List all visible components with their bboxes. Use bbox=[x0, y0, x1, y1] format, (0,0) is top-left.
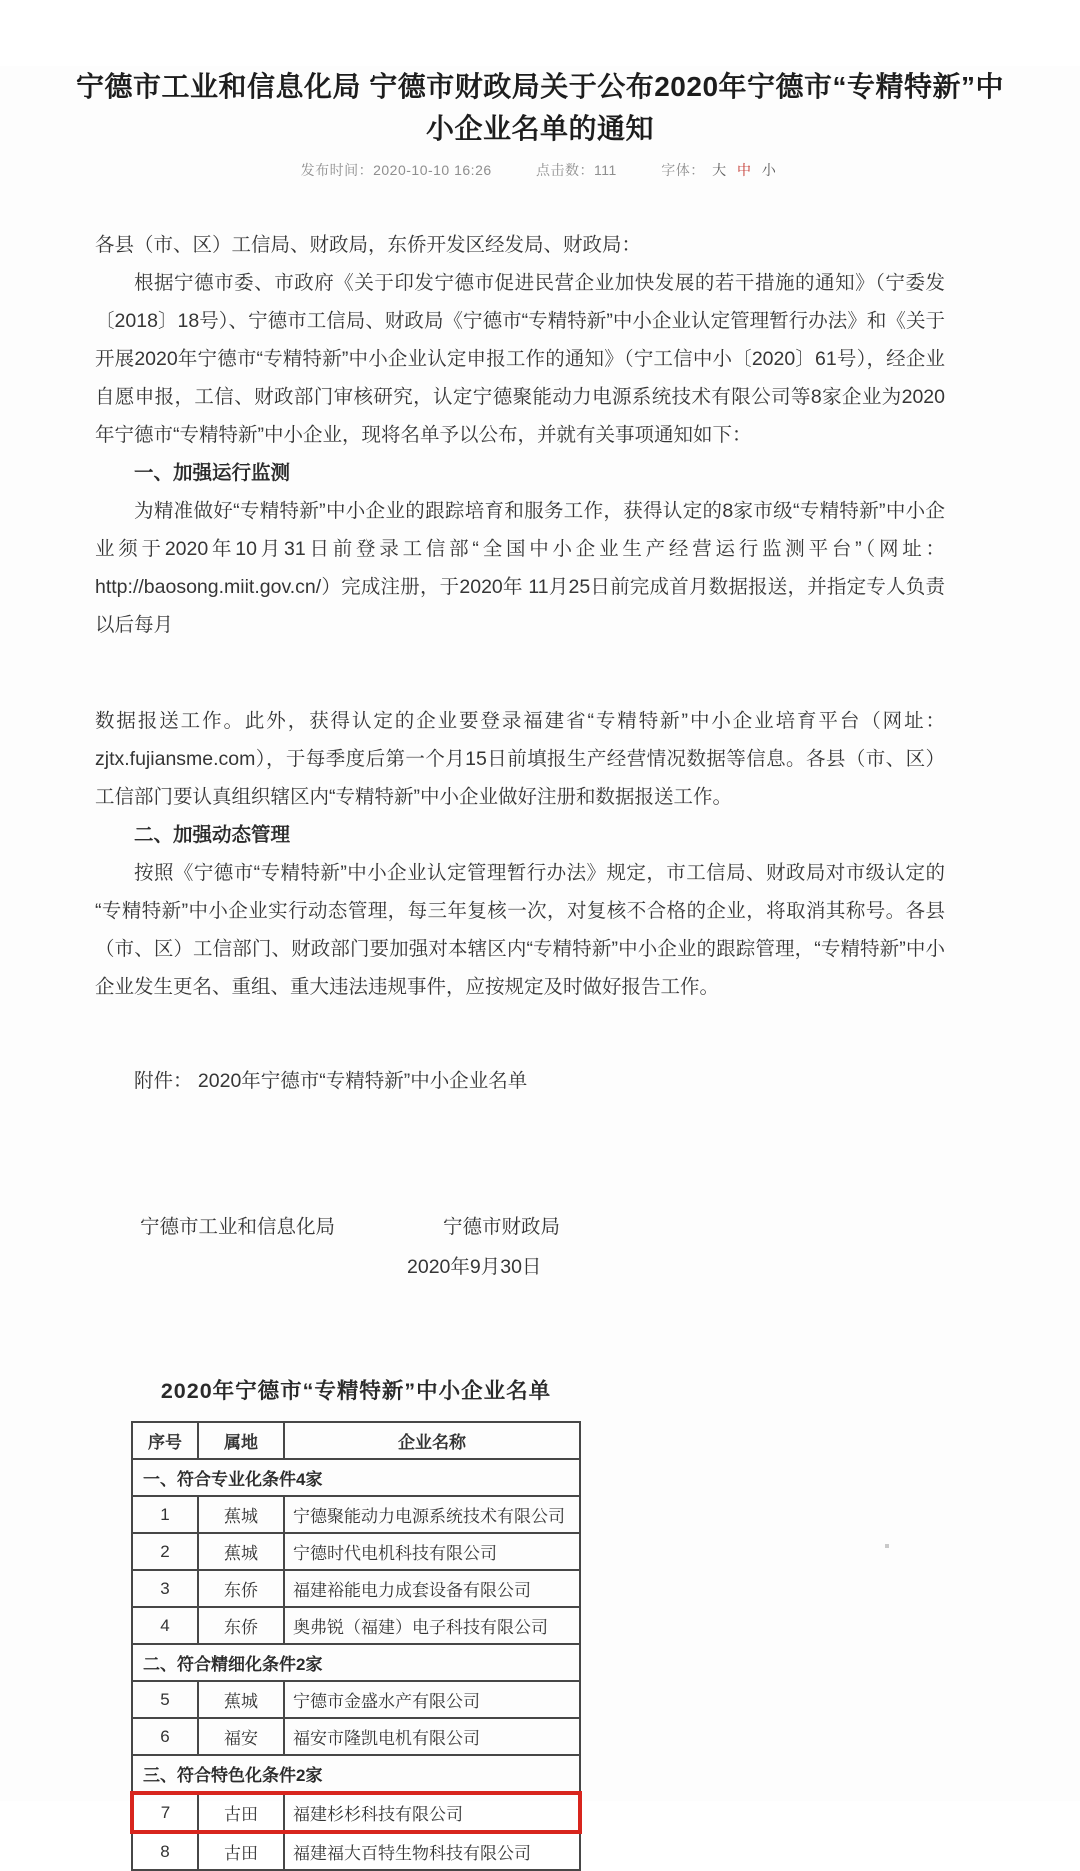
article-meta bbox=[0, 160, 1080, 180]
paragraph-monitor-a: 为精准做好“专精特新”中小企业的跟踪培育和服务工作，获得认定的8家市级“专精特新”中小企业须于2020年10月31日前登录工信部“全国中小企业生产经营运行监测平台”（网址：http://baosong.miit.gov.cn/）完成注册，于2020年 11月25日前完成首月数据报送，并指定专人负责以后每月 bbox=[95, 500, 945, 636]
cell-region: 蕉城 bbox=[198, 1496, 284, 1533]
cell-region: 东侨 bbox=[198, 1570, 284, 1607]
cell-no: 1 bbox=[132, 1496, 198, 1533]
cell-company: 宁德市金盛水产有限公司 bbox=[284, 1681, 580, 1718]
table-row bbox=[132, 1832, 580, 1870]
cell-region: 蕉城 bbox=[198, 1681, 284, 1718]
font-size-small-button[interactable]: 小 bbox=[761, 162, 777, 178]
click-count: 点击数：111 bbox=[536, 162, 617, 178]
cell-company: 福建裕能电力成套设备有限公司 bbox=[284, 1570, 580, 1607]
cell-no: 3 bbox=[132, 1570, 198, 1607]
font-size-label: 字体： bbox=[661, 162, 705, 178]
cell-region: 古田 bbox=[198, 1832, 284, 1870]
header-no: 序号 bbox=[132, 1422, 198, 1459]
cell-company: 福安市隆凯电机有限公司 bbox=[284, 1718, 580, 1755]
appendix-table-title: 2020年宁德市“专精特新”中小企业名单 bbox=[160, 1379, 552, 1403]
cell-company: 福建福大百特生物科技有限公司 bbox=[284, 1832, 580, 1870]
appendix-section bbox=[130, 1374, 582, 1871]
table-header-row bbox=[132, 1422, 580, 1459]
header-company: 企业名称 bbox=[284, 1422, 580, 1459]
section-label: 二、符合精细化条件2家 bbox=[132, 1644, 580, 1681]
section-label: 一、符合专业化条件4家 bbox=[132, 1459, 580, 1496]
table-row bbox=[132, 1570, 580, 1607]
paragraph-gap bbox=[95, 644, 945, 702]
scan-artifact-dot bbox=[885, 1544, 889, 1548]
cell-company: 奥弗锐（福建）电子科技有限公司 bbox=[284, 1607, 580, 1644]
cell-region: 蕉城 bbox=[198, 1533, 284, 1570]
salutation: 各县（市、区）工信局、财政局，东侨开发区经发局、财政局： bbox=[95, 234, 642, 256]
table-section-row bbox=[132, 1644, 580, 1681]
cell-no: 4 bbox=[132, 1607, 198, 1644]
font-size-control bbox=[661, 162, 779, 178]
document-body bbox=[95, 226, 945, 1286]
cell-no: 5 bbox=[132, 1681, 198, 1718]
font-size-large-button[interactable]: 大 bbox=[712, 162, 727, 178]
cell-no: 2 bbox=[132, 1533, 198, 1570]
cell-company: 福建杉杉科技有限公司 bbox=[284, 1793, 580, 1832]
table-row-highlighted bbox=[132, 1793, 580, 1832]
attachment-line: 附件： 2020年宁德市“专精特新”中小企业名单 bbox=[134, 1070, 528, 1092]
table-row bbox=[132, 1607, 580, 1644]
table-row bbox=[132, 1718, 580, 1755]
table-section-row bbox=[132, 1755, 580, 1793]
cell-region: 古田 bbox=[198, 1793, 284, 1832]
section-heading-2: 二、加强动态管理 bbox=[134, 824, 291, 846]
signature-date: 2020年9月30日 bbox=[407, 1256, 542, 1278]
cell-company: 宁德聚能动力电源系统技术有限公司 bbox=[284, 1496, 580, 1533]
section-label: 三、符合特色化条件2家 bbox=[132, 1755, 580, 1793]
document-page bbox=[0, 66, 1080, 1863]
cell-no: 7 bbox=[132, 1793, 198, 1832]
paragraph-basis: 根据宁德市委、市政府《关于印发宁德市促进民营企业加快发展的若干措施的通知》（宁委发〔2018〕18号）、宁德市工信局、财政局《宁德市“专精特新”中小企业认定管理暂行办法》和《关于开展2020年宁德市“专精特新”中小企业认定申报工作的通知》（宁工信中小〔2020〕61号），经企业自愿申报，工信、财政部门审核研究，认定宁德聚能动力电源系统技术有限公司等8家企业为2020年宁德市“专精特新”中小企业，现将名单予以公布，并就有关事项通知如下： bbox=[95, 272, 945, 446]
header-region: 属地 bbox=[198, 1422, 284, 1459]
paragraph-monitor-b: 数据报送工作。此外，获得认定的企业要登录福建省“专精特新”中小企业培育平台（网址：zjtx.fujiansme.com），于每季度后第一个月15日前填报生产经营情况数据等信息。各县（市、区）工信部门要认真组织辖区内“专精特新”中小企业做好注册和数据报送工作。 bbox=[95, 710, 945, 808]
publish-time: 发布时间：2020-10-10 16:26 bbox=[300, 162, 492, 178]
cell-no: 6 bbox=[132, 1718, 198, 1755]
signature-block bbox=[95, 1208, 945, 1286]
cell-company: 宁德时代电机科技有限公司 bbox=[284, 1533, 580, 1570]
paragraph-dynamic: 按照《宁德市“专精特新”中小企业认定管理暂行办法》规定，市工信局、财政局对市级认定的“专精特新”中小企业实行动态管理，每三年复核一次，对复核不合格的企业，将取消其称号。各县（市、区）工信部门、财政部门要加强对本辖区内“专精特新”中小企业的跟踪管理，“专精特新”中小企业发生更名、重组、重大违法违规事件，应按规定及时做好报告工作。 bbox=[95, 862, 945, 998]
table-row bbox=[132, 1496, 580, 1533]
cell-region: 福安 bbox=[198, 1718, 284, 1755]
signer-left: 宁德市工业和信息化局 bbox=[140, 1216, 336, 1238]
company-table bbox=[130, 1421, 582, 1871]
table-row bbox=[132, 1533, 580, 1570]
page-title: 宁德市工业和信息化局 宁德市财政局关于公布2020年宁德市“专精特新”中小企业名单的通知 bbox=[75, 71, 1005, 144]
cell-region: 东侨 bbox=[198, 1607, 284, 1644]
signer-right: 宁德市财政局 bbox=[443, 1216, 561, 1238]
font-size-medium-button[interactable]: 中 bbox=[737, 162, 752, 178]
table-row bbox=[132, 1681, 580, 1718]
section-heading-1: 一、加强运行监测 bbox=[134, 462, 291, 484]
table-section-row bbox=[132, 1459, 580, 1496]
cell-no: 8 bbox=[132, 1832, 198, 1870]
